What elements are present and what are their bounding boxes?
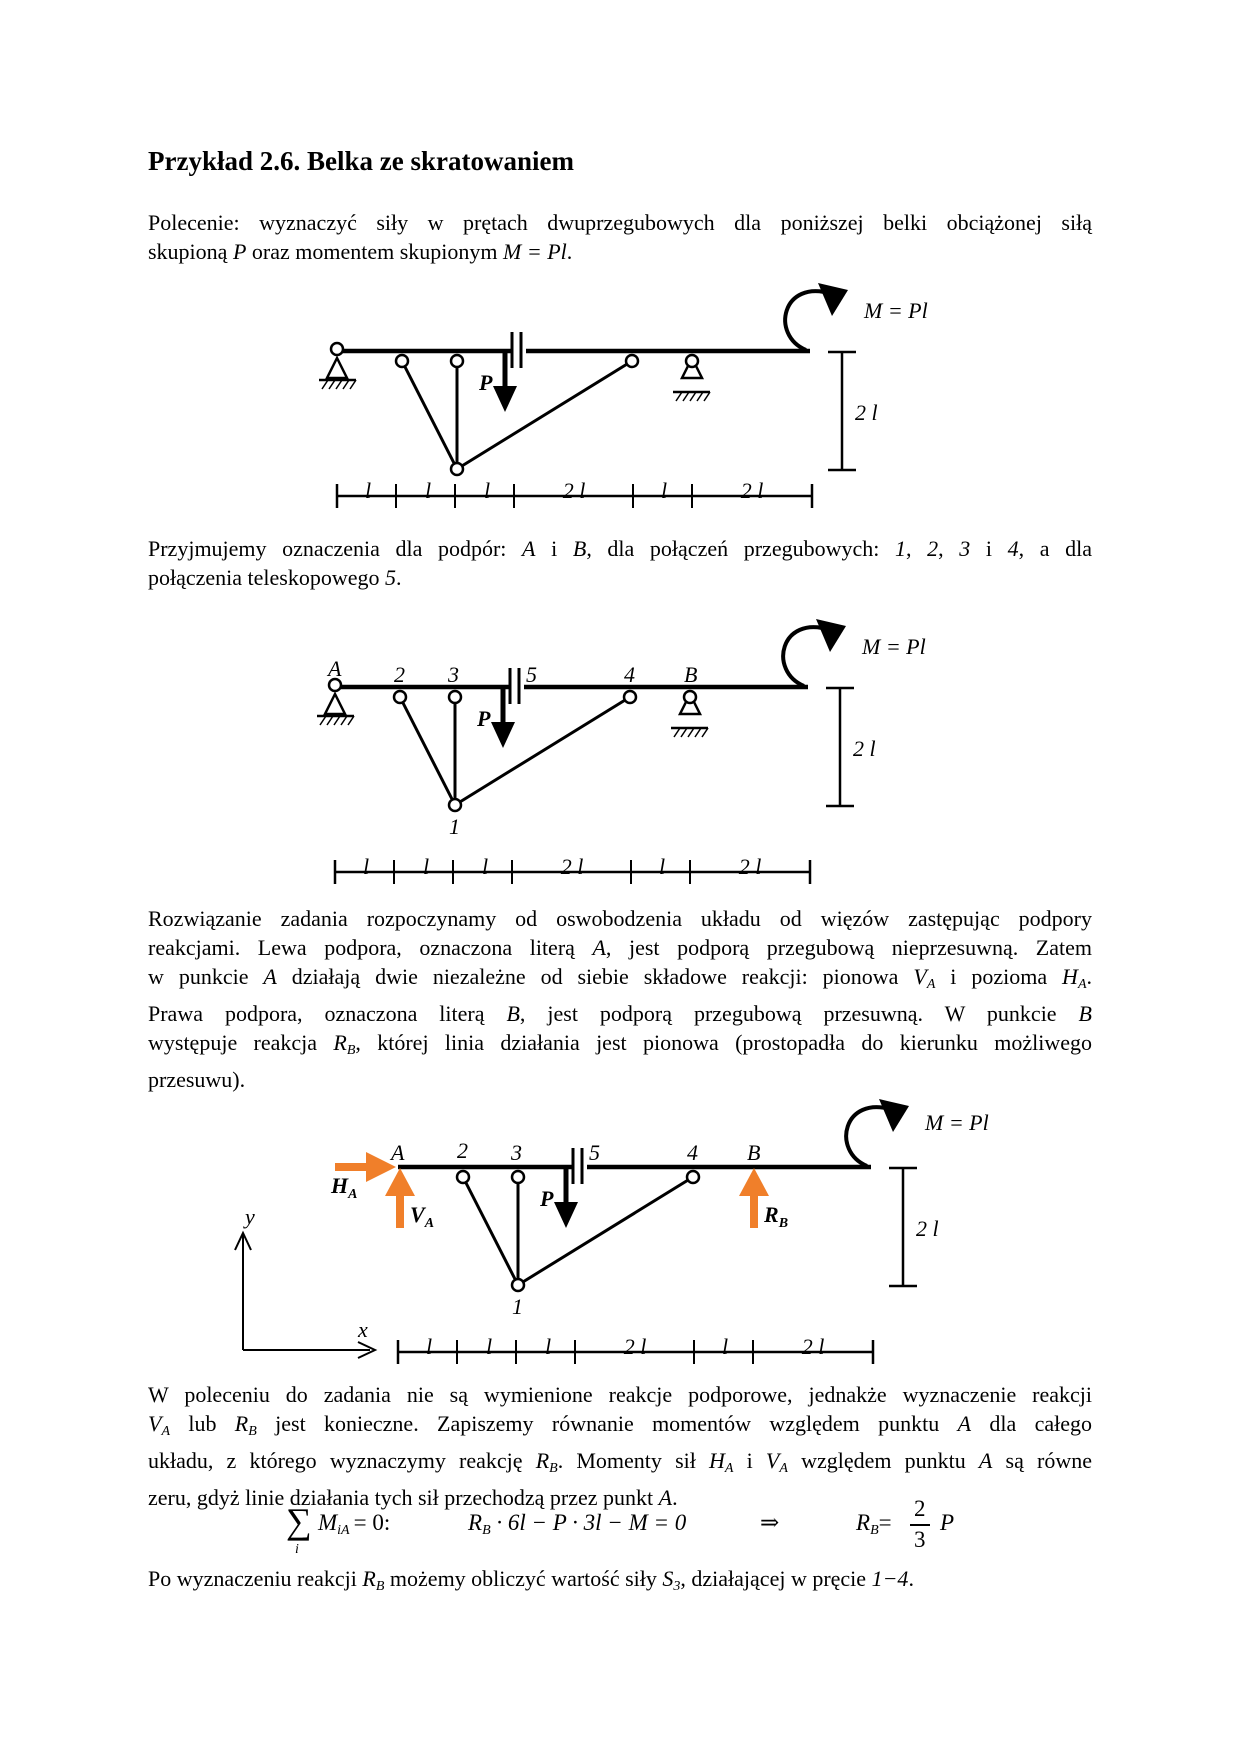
dim-label: l	[658, 854, 666, 879]
dim-label: l	[362, 854, 370, 879]
dim-label: 2 l	[740, 478, 764, 503]
beam-diagram-1	[0, 270, 1240, 520]
text-line: Prawa podpora, oznaczona literą B, jest podporą przegubową przesuwną. W punkcie B	[148, 1001, 1092, 1026]
dim-label: l	[425, 1334, 433, 1359]
equilibrium-expression: $R_B \cdot 6l - P \cdot 3l - M = 0$	[468, 1510, 687, 1538]
height-label: 2 l	[853, 736, 876, 761]
node-label: 5	[526, 662, 537, 687]
sum-symbol: ∑	[286, 1501, 312, 1541]
fraction-denominator: 3	[914, 1527, 926, 1552]
dim-label: l	[660, 478, 668, 503]
implies-symbol: ⇒	[760, 1510, 780, 1535]
node-label: 4	[624, 662, 635, 687]
node-label: 3	[448, 662, 459, 687]
dim-label: l	[483, 478, 491, 503]
text-line: zeru, gdyż linie działania tych sił przechodzą przez punkt A.	[148, 1485, 678, 1510]
dim-label: l	[364, 478, 372, 503]
node-label: B	[747, 1140, 761, 1165]
moment-label: M = Pl	[862, 634, 926, 659]
va-label: $V_A$	[410, 1202, 435, 1231]
dim-label: 2 l	[560, 854, 584, 879]
text-line: występuje reakcja $R_B$, której linia działania jest pionowa (prostopadła do kierunku możliwego	[148, 1030, 1093, 1058]
moment-symbol: $M_{iA}$ = 0:	[318, 1510, 391, 1538]
result-lhs: $R_B$ =	[856, 1510, 892, 1538]
text-line: $V_A$ lub $R_B$ jest konieczne. Zapiszemy równanie momentów względem punktu A dla całego	[148, 1411, 1092, 1439]
beam-diagram-2	[0, 605, 1240, 895]
height-label: 2 l	[855, 400, 878, 425]
force-label: P	[479, 370, 493, 395]
page-heading: Przykład 2.6. Belka ze skratowaniem	[148, 146, 574, 176]
node-label: A	[328, 656, 342, 681]
text-line: Po wyznaczeniu reakcji $R_B$ możemy obliczyć wartość siły $S_3$, działającej w pręcie 1−4.	[148, 1566, 914, 1594]
fraction-bar	[910, 1524, 930, 1526]
node-label: 2	[457, 1138, 468, 1163]
force-label: P	[540, 1186, 554, 1211]
text-line: Rozwiązanie zadania rozpoczynamy od oswobodzenia układu od więzów zastępując podpory	[148, 906, 1092, 931]
x-axis-label: x	[358, 1317, 368, 1342]
notation-paragraph	[148, 534, 1092, 592]
dim-label: l	[485, 1334, 493, 1359]
reactions-paragraph	[148, 904, 1092, 1094]
free-body-diagram	[0, 1085, 1240, 1370]
node-label: 2	[394, 662, 405, 687]
node-label: A	[391, 1140, 405, 1165]
dim-label: l	[422, 854, 430, 879]
statement-line-2: skupioną P oraz momentem skupionym M = Pl.	[148, 239, 573, 264]
dim-label: 2 l	[623, 1334, 647, 1359]
node-label: 5	[589, 1140, 600, 1165]
dim-label: l	[481, 854, 489, 879]
text-line: w punkcie A działają dwie niezależne od siebie składowe reakcji: pionowa $V_A$ i pozioma $H_A$.	[148, 964, 1092, 992]
dim-label: l	[424, 478, 432, 503]
dim-label: 2 l	[738, 854, 762, 879]
notation-line-2: połączenia teleskopowego 5.	[148, 565, 402, 590]
node-label: B	[684, 662, 698, 687]
final-paragraph	[148, 1564, 1092, 1601]
ha-label: $H_A$	[331, 1173, 358, 1202]
text-line: układu, z którego wyznaczymy reakcję $R_B$. Momenty sił $H_A$ i $V_A$ względem punktu A są równe	[148, 1448, 1092, 1476]
rb-label: $R_B$	[764, 1202, 789, 1231]
problem-statement	[148, 208, 1092, 266]
text-line: W poleceniu do zadania nie są wymienione reakcje podporowe, jednakże wyznaczenie reakcji	[148, 1382, 1092, 1407]
node-label: 3	[511, 1140, 522, 1165]
node-label: 4	[687, 1140, 698, 1165]
text-line: przesuwu).	[148, 1067, 246, 1092]
node-label: 1	[449, 814, 460, 839]
moment-label: M = Pl	[864, 298, 928, 323]
dim-label: 2 l	[562, 478, 586, 503]
fraction-numerator: 2	[914, 1496, 926, 1521]
notation-line-1: Przyjmujemy oznaczenia dla podpór: A i B, dla połączeń przegubowych: 1, 2, 3 i 4, a dla	[148, 536, 1092, 561]
force-label: P	[477, 706, 491, 731]
height-label: 2 l	[916, 1216, 939, 1241]
sum-index: i	[295, 1542, 299, 1557]
dim-label: l	[544, 1334, 552, 1359]
result-rhs: P	[940, 1510, 955, 1535]
text-line: reakcjami. Lewa podpora, oznaczona literą A, jest podporą przegubową nieprzesuwną. Zatem	[148, 935, 1092, 960]
statement-line-1: Polecenie: wyznaczyć siły w prętach dwuprzegubowych dla poniższej belki obciążonej siłą	[148, 210, 1092, 235]
moment-paragraph	[148, 1380, 1092, 1512]
dim-label: l	[721, 1334, 729, 1359]
moment-label: M = Pl	[925, 1110, 989, 1135]
y-axis-label: y	[245, 1204, 255, 1229]
node-label: 1	[512, 1294, 523, 1319]
dim-label: 2 l	[801, 1334, 825, 1359]
